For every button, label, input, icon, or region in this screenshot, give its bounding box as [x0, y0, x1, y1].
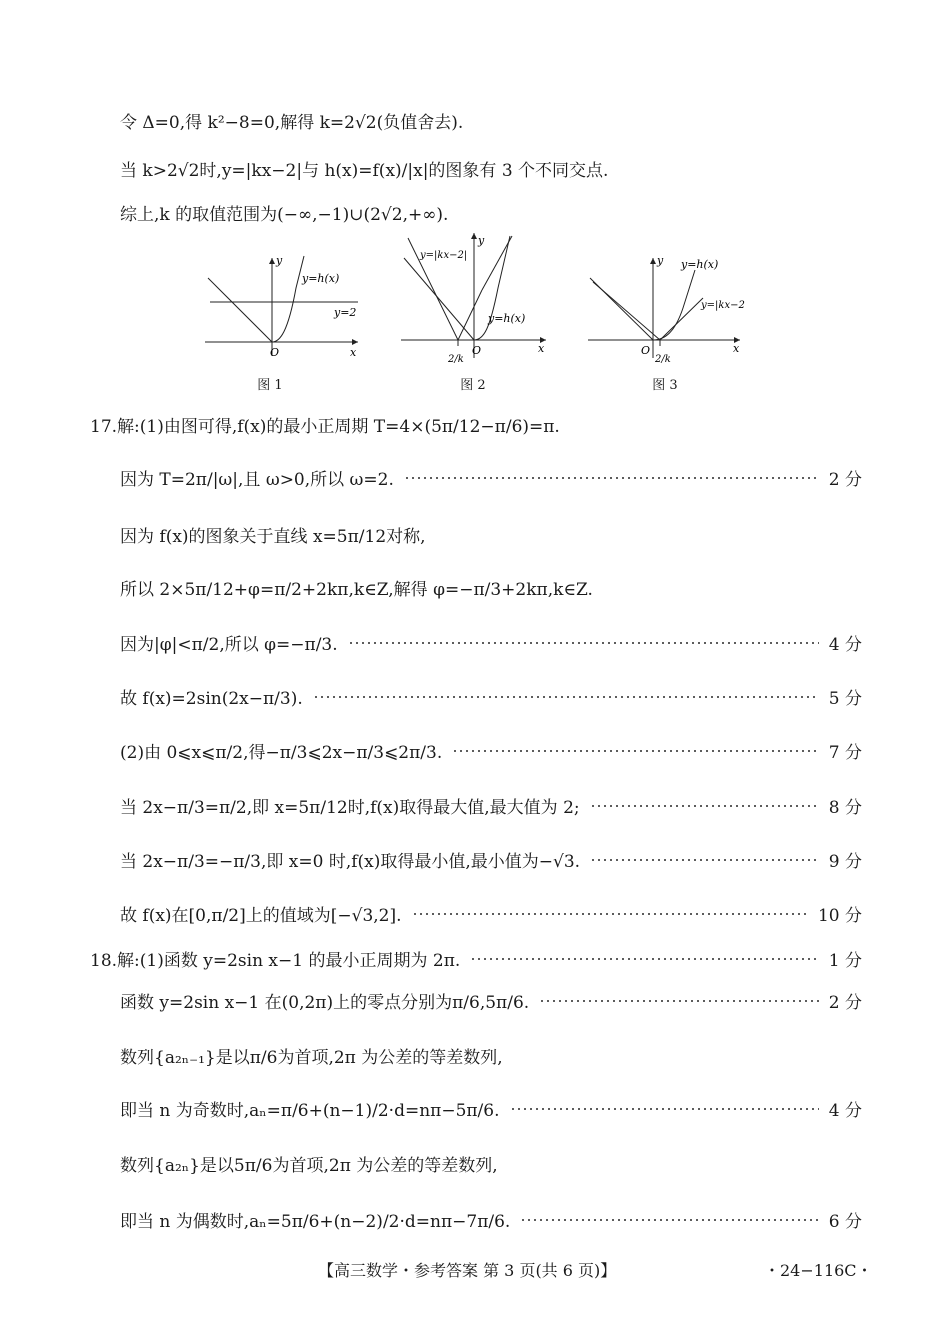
solution-line-1: 17.解:(1)由图可得,f(x)的最小正周期 T=4×(5π/12−π/6)=π. — [90, 417, 560, 437]
line-label: y=|kx−2| — [701, 300, 745, 311]
score: 6 分 — [828, 1212, 862, 1232]
y-label: y — [478, 234, 485, 247]
score: 2 分 — [828, 993, 862, 1013]
leader-dots — [539, 1000, 819, 1002]
solution-line-15: 数列{a₂ₙ}是以5π/6为首项,2π 为公差的等差数列, — [120, 1156, 498, 1176]
figure-3 — [585, 228, 745, 393]
abs-line-ext — [482, 236, 512, 290]
solution-line-6: 故 f(x)=2sin(2x−π/3). 5 分 — [120, 684, 862, 709]
leader-dots — [520, 1219, 818, 1221]
abs-line-right — [660, 298, 703, 340]
origin-label: O — [270, 346, 280, 359]
x-label: x — [538, 342, 545, 355]
y-label: y — [657, 254, 664, 267]
footer-code: ・24−116C・ — [764, 1261, 873, 1280]
tick-label: 2/k — [655, 354, 671, 365]
leader-dots — [590, 859, 819, 861]
h-curve — [653, 270, 695, 340]
h-curve — [272, 256, 304, 342]
footer-title: 【高三数学・参考答案 第 3 页(共 6 页)】 — [318, 1261, 617, 1280]
left-branch-line — [208, 278, 272, 342]
x-label: x — [350, 346, 357, 359]
leader-dots — [470, 958, 818, 960]
figure-2-graph — [398, 228, 553, 373]
solution-line-5: 因为|φ|<π/2,所以 φ=−π/3. 4 分 — [120, 630, 862, 655]
y-axis-arrow-icon — [650, 258, 656, 264]
score: 2 分 — [828, 470, 862, 490]
figure-1 — [200, 228, 365, 393]
x-axis-arrow-icon — [352, 339, 358, 345]
origin-label: O — [472, 344, 482, 357]
score: 1 分 — [828, 951, 862, 971]
leader-dots — [510, 1108, 819, 1110]
figure-1-graph — [200, 228, 365, 363]
score: 4 分 — [828, 1101, 862, 1121]
curve-label: y=h(x) — [681, 258, 719, 271]
curve-label: y=h(x) — [302, 272, 340, 285]
leader-dots — [412, 913, 808, 915]
abs-line-left — [593, 282, 660, 340]
leader-dots — [404, 477, 819, 479]
score: 4 分 — [828, 635, 862, 655]
left-branch-line — [404, 258, 474, 340]
solution-line-2: 因为 T=2π/|ω|,且 ω>0,所以 ω=2. 2 分 — [120, 465, 862, 490]
score: 5 分 — [828, 689, 862, 709]
solution-line-16: 即当 n 为偶数时,aₙ=5π/6+(n−2)/2·d=nπ−7π/6. 6 分 — [120, 1207, 862, 1232]
leader-dots — [590, 805, 819, 807]
intro-line-2: 当 k>2√2时,y=|kx−2|与 h(x)=f(x)/|x|的图象有 3 个不同交点. — [120, 161, 609, 181]
solution-line-12: 函数 y=2sin x−1 在(0,2π)上的零点分别为π/6,5π/6. 2 分 — [120, 988, 862, 1013]
score: 8 分 — [828, 798, 862, 818]
figure-3-graph — [585, 228, 745, 373]
tick-label: 2/k — [448, 354, 464, 365]
y-axis-arrow-icon — [269, 258, 275, 264]
y-axis-arrow-icon — [471, 233, 477, 239]
solution-line-7: (2)由 0⩽x⩽π/2,得−π/3⩽2x−π/3⩽2π/3. 7 分 — [120, 738, 862, 763]
figure-2-caption: 图 2 — [460, 378, 486, 393]
line-label: y=2 — [334, 306, 357, 319]
leader-dots — [348, 642, 819, 644]
score: 7 分 — [828, 743, 862, 763]
y-label: y — [276, 254, 283, 267]
solution-line-11: 18.解:(1)函数 y=2sin x−1 的最小正周期为 2π. 1 分 — [90, 946, 862, 971]
solution-line-3: 因为 f(x)的图象关于直线 x=5π/12对称, — [120, 527, 426, 547]
score: 10 分 — [817, 906, 862, 926]
figure-3-caption: 图 3 — [652, 378, 678, 393]
solution-line-8: 当 2x−π/3=π/2,即 x=5π/12时,f(x)取得最大值,最大值为 2; 8 分 — [120, 793, 862, 818]
line-label: y=|kx−2| — [420, 250, 468, 261]
x-label: x — [733, 342, 740, 355]
solution-line-9: 当 2x−π/3=−π/3,即 x=0 时,f(x)取得最小值,最小值为−√3. 9 分 — [120, 847, 862, 872]
leader-dots — [452, 750, 819, 752]
solution-line-4: 所以 2×5π/12+φ=π/2+2kπ,k∈Z,解得 φ=−π/3+2kπ,k∈Z. — [120, 580, 593, 600]
intro-line-1: 令 Δ=0,得 k²−8=0,解得 k=2√2(负值舍去). — [120, 113, 464, 133]
origin-label: O — [641, 344, 651, 357]
solution-line-10: 故 f(x)在[0,π/2]上的值域为[−√3,2]. 10 分 — [120, 901, 862, 926]
solution-line-14: 即当 n 为奇数时,aₙ=π/6+(n−1)/2·d=nπ−5π/6. 4 分 — [120, 1096, 862, 1121]
solution-line-13: 数列{a₂ₙ₋₁}是以π/6为首项,2π 为公差的等差数列, — [120, 1048, 503, 1068]
score: 9 分 — [828, 852, 862, 872]
leader-dots — [313, 696, 819, 698]
curve-label: y=h(x) — [488, 312, 526, 325]
figure-1-caption: 图 1 — [257, 378, 283, 393]
abs-line-right — [458, 290, 482, 340]
intro-line-3: 综上,k 的取值范围为(−∞,−1)∪(2√2,+∞). — [120, 205, 449, 225]
figure-2 — [398, 228, 553, 393]
